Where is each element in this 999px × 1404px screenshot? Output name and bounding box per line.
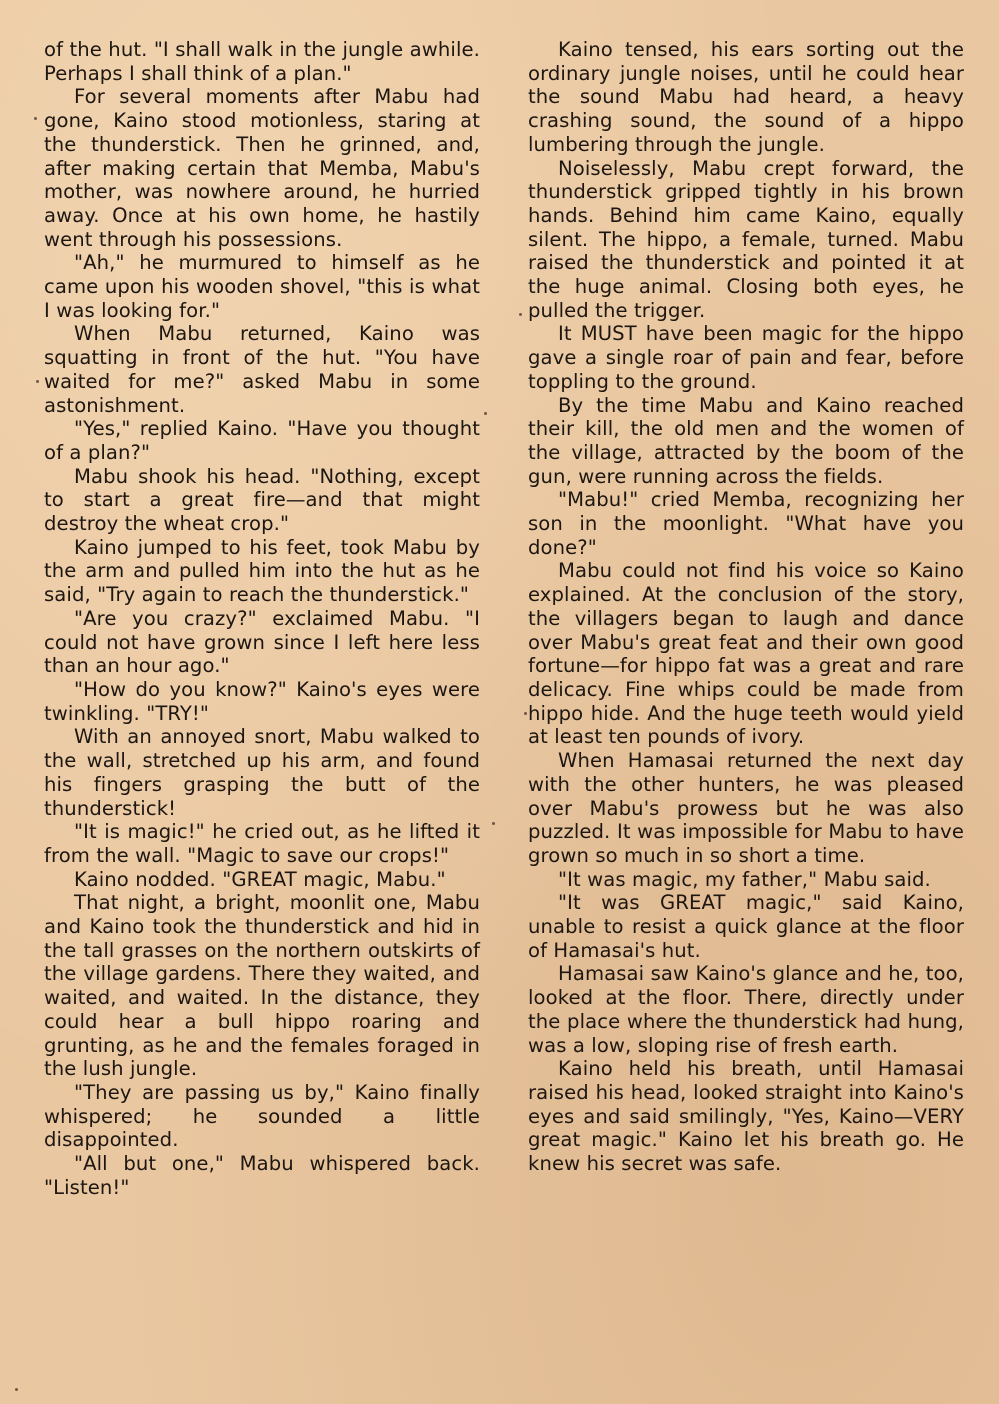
print-fleck [524,712,527,715]
paragraph: Kaino jumped to his feet, took Mabu by the arm and pulled him into the hut as he said, "Try again to reach the thunderstick." [44,535,480,607]
print-fleck [36,380,39,383]
paragraph: Noiselessly, Mabu crept forward, the thunderstick gripped tightly in his brown hands. Behind him came Kaino, equally silent. The hippo, a female, turned. Mabu raised the thunderstick and pointed it at the huge animal. Closing both eyes, he pulled the trigger. [528,156,964,322]
paragraph: For several moments after Mabu had gone, Kaino stood motionless, staring at the thunderstick. Then he grinned, and, after making certain that Memba, Mabu's mother, was nowhere around, he hurried away. Once at his own home, he hastily went through his possessions. [44,85,480,251]
paragraph: By the time Mabu and Kaino reached their kill, the old men and the women of the village, attracted by the boom of the gun, were running across the fields. [528,393,964,488]
paragraph: Kaino tensed, his ears sorting out the ordinary jungle noises, until he could hear the sound Mabu had heard, a heavy crashing sound, the sound of a hippo lumbering through the jungle. [528,38,964,156]
paragraph: "It was GREAT magic," said Kaino, unable to resist a quick glance at the floor of Hamasai's hut. [528,891,964,962]
paragraph: Hamasai saw Kaino's glance and he, too, looked at the floor. There, directly under the place where the thunderstick had hung, was a low, sloping rise of fresh earth. [528,962,964,1057]
paragraph: "It was magic, my father," Mabu said. [558,867,931,891]
print-fleck [34,117,37,120]
paragraph: It MUST have been magic for the hippo gave a single roar of pain and fear, before toppling to the ground. [528,322,964,393]
paragraph: "All but one," Mabu whispered back. "Listen!" [44,1152,480,1199]
paragraph: Mabu shook his head. "Nothing, except to start a great fire—and that might destroy the wheat crop." [44,464,480,536]
paragraph: "Are you crazy?" exclaimed Mabu. "I could not have grown since I left here less than an hour ago." [44,606,480,678]
paragraph: "Ah," he murmured to himself as he came upon his wooden shovel, "this is what I was looking for." [44,251,480,322]
paragraph: "Mabu!" cried Memba, recognizing her son in the moonlight. "What have you done?" [528,488,964,559]
paragraph: "It is magic!" he cried out, as he lifted it from the wall. "Magic to save our crops!" [44,820,480,867]
print-fleck [484,412,487,415]
paragraph: That night, a bright, moonlit one, Mabu and Kaino took the thunderstick and hid in the tall grasses on the northern outskirts of the village gardens. There they waited, and waited, and waited. In the distance, they could hear a bull hippo roaring and grunting, as he and the females foraged in the lush jungle. [44,891,480,1081]
paragraph: Kaino nodded. "GREAT magic, Mabu." [74,867,446,891]
print-fleck [15,1388,18,1391]
paragraph: "Yes," replied Kaino. "Have you thought of a plan?" [44,417,480,464]
print-fleck [519,313,522,316]
paragraph: When Hamasai returned the next day with the other hunters, he was pleased over Mabu's prowess but he was also puzzled. It was impossible for Mabu to have grown so much in so short a time. [528,749,964,867]
paragraph: "They are passing us by," Kaino finally whispered; he sounded a little disappointed. [44,1080,480,1152]
paragraph: With an annoyed snort, Mabu walked to the wall, stretched up his arm, and found his fingers grasping the butt of the thunderstick! [44,725,480,820]
print-fleck [492,822,495,825]
paragraph: "How do you know?" Kaino's eyes were twinkling. "TRY!" [44,677,480,725]
paragraph: Mabu could not find his voice so Kaino explained. At the conclusion of the story, the villagers began to laugh and dance over Mabu's great feat and their own good fortune—for hippo fat was a great and rare delicacy. Fine whips could be made from hippo hide. And the huge teeth would yield at least ten pounds of ivory. [528,559,964,749]
right-column [528,38,964,1176]
paragraph: Kaino held his breath, until Hamasai raised his head, looked straight into Kaino's eyes and said smilingly, "Yes, Kaino—VERY great magic." Kaino let his breath go. He knew his secret was safe. [528,1057,964,1176]
paragraph: of the hut. "I shall walk in the jungle awhile. Perhaps I shall think of a plan." [44,38,480,85]
paragraph: When Mabu returned, Kaino was squatting in front of the hut. "You have waited for me?" asked Mabu in some astonishment. [44,322,480,417]
left-column [44,38,480,1199]
